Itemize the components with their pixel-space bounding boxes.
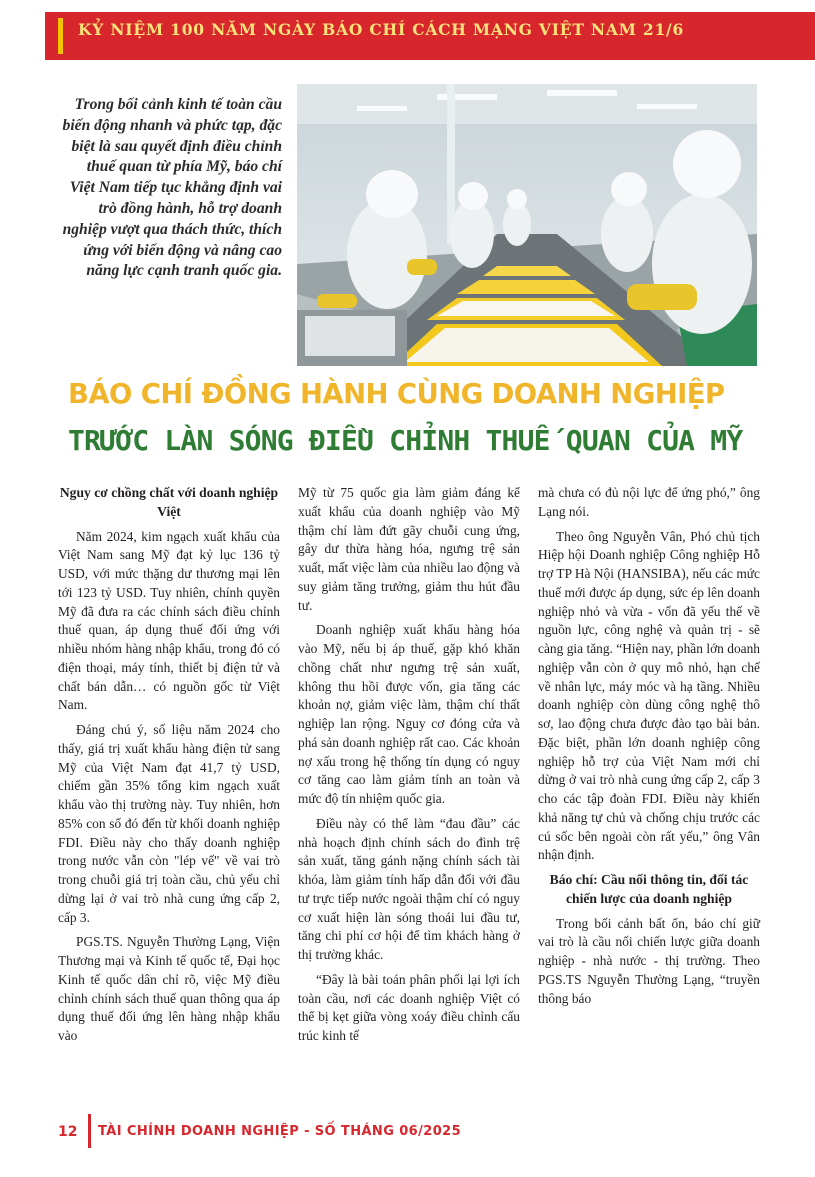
- section-subhead: Báo chí: Cầu nối thông tin, đối tác chiến lược của doanh nghiệp: [549, 872, 749, 906]
- paragraph: Mỹ từ 75 quốc gia làm giảm đáng kể xuất khẩu của doanh nghiệp vào Mỹ thậm chí làm đứt gãy chuỗi cung ứng, gây dư thừa hàng hóa, ngưng trệ sản xuất, mất việc làm của nhiều lao động và suy giảm tăng trưởng, giảm thu hút đầu tư.: [298, 485, 520, 613]
- paragraph: Doanh nghiệp xuất khẩu hàng hóa vào Mỹ, nếu bị áp thuế, gặp khó khăn chồng chất như ngưng trệ sản xuất, không thu hồi được vốn, gia tăng các khoản nợ, giảm việc làm, thậm chí thất nghiệp lan rộng. Nguy cơ đóng cửa và phá sản doanh nghiệp rất cao. Các khoản nợ xấu trong hệ thống tín dụng có nguy cơ tăng cao làm giảm tính an toàn và mức độ tín nhiệm quốc gia.: [298, 622, 520, 806]
- paragraph: Điều này có thể làm “đau đầu” các nhà hoạch định chính sách do đình trệ sản xuất, tăng gánh nặng chính sách tài khóa, làm giảm tính hấp dẫn đối với đầu tư trực tiếp nước ngoài thậm chí có nguy cơ xuất hiện làn sóng thoái lui đầu tư, tăng chi phí cơ hội để tìm khách hàng ở thị trường khác.: [298, 815, 520, 962]
- paragraph: Theo ông Nguyễn Vân, Phó chủ tịch Hiệp hội Doanh nghiệp Công nghiệp Hỗ trợ TP Hà Nội (HANSIBA), nếu các mức thuế mới được áp dụng, sức ép lên doanh nghiệp nhỏ và vừa - vốn đã yếu thế về nguồn lực, công nghệ và quản trị - sẽ càng gia tăng. “Hiện nay, phần lớn doanh nghiệp vẫn còn ở quy mô nhỏ, hạn chế về nhân lực, máy móc và hạ tầng. Nhiều doanh nghiệp còn dùng công nghệ thô sơ, lao động chưa được đào tạo bài bản. Đặc biệt, phần lớn doanh nghiệp công nghiệp hỗ trợ của Việt Nam mới chỉ dừng ở vai trò nhà cung ứng cấp 2, cấp 3 cho các tập đoàn FDI. Điều này khiến khả năng tự chủ và chống chịu trước các cú sốc bên ngoài còn rất yếu,” ông Vân nhận định.: [538, 528, 760, 863]
- headline-line-1: BÁO CHÍ ĐỒNG HÀNH CÙNG DOANH NGHIỆP: [68, 378, 725, 410]
- lead-paragraph: Trong bối cảnh kinh tế toàn cầu biến động nhanh và phức tạp, đặc biệt là sau quyết định điều chỉnh thuế quan từ phía Mỹ, báo chí Việt Nam tiếp tục khẳng định vai trò đồng hành, hỗ trợ doanh nghiệp vượt qua thách thức, thích ứng với biến động và nâng cao năng lực cạnh tranh quốc gia.: [62, 96, 282, 280]
- factory-photo: [297, 84, 757, 366]
- text-column-1: [58, 484, 280, 1052]
- paragraph: Năm 2024, kim ngạch xuất khẩu của Việt Nam sang Mỹ đạt kỷ lục 136 tỷ USD, với mức thặng dư thương mại lên tới 123 tỷ USD. Tuy nhiên, chính quyền Mỹ đã đưa ra các chính sách điều chỉnh thuế quan, áp dụng thuế đối ứng với nhiều nhóm hàng nhập khẩu, trong đó có điện thoại, máy tính, thiết bị điện tử và chất bán dẫn… có nguồn gốc từ Việt Nam.: [58, 528, 280, 713]
- headline-line-2: TRƯỚC LÀN SÓNG ĐIỀU CHỈNH THUẾ QUAN CỦA MỸ: [68, 424, 743, 457]
- banner-accent-bar: [58, 18, 63, 54]
- paragraph: Đáng chú ý, số liệu năm 2024 cho thấy, giá trị xuất khẩu hàng điện tử sang Mỹ của Việt Nam đạt 41,7 tỷ USD, chiếm gần 35% tổng kim ngạch xuất khẩu vào thị trường này. Tuy nhiên, hơn 85% con số đó đến từ khối doanh nghiệp FDI. Điều này cho thấy doanh nghiệp trong nước vẫn còn "lép vế" về vai trò trong chuỗi giá trị toàn cầu, chủ yếu chỉ dừng lại ở vai trò nhà cung ứng cấp 2, cấp 3.: [58, 722, 280, 925]
- page-number: 12: [58, 1124, 78, 1140]
- paragraph: mà chưa có đủ nội lực để ứng phó,” ông Lạng nói.: [538, 485, 760, 519]
- paragraph: Trong bối cảnh bất ổn, báo chí giữ vai trò là cầu nối chiến lược giữa doanh nghiệp - nhà nước - thị trường. Theo PGS.TS Nguyễn Thường Lạng, “truyền thông báo: [538, 915, 760, 1006]
- paragraph: PGS.TS. Nguyễn Thường Lạng, Viện Thương mại và Kinh tế quốc tế, Đại học Kinh tế quốc dân chỉ rõ, việc Mỹ điều chỉnh chính sách thuế quan thông qua áp dụng thuế đối ứng lên hàng nhập khẩu vào: [58, 934, 280, 1043]
- paragraph: “Đây là bài toán phân phối lại lợi ích toàn cầu, nơi các doanh nghiệp Việt có thể bị kẹt giữa vòng xoáy điều chỉnh cấu trúc kinh tế: [298, 971, 520, 1043]
- publication-name: TÀI CHÍNH DOANH NGHIỆP - SỐ THÁNG 06/2025: [98, 1124, 462, 1139]
- banner-title: KỶ NIỆM 100 NĂM NGÀY BÁO CHÍ CÁCH MẠNG VIỆT NAM 21/6: [78, 20, 685, 39]
- section-subhead: Nguy cơ chồng chất với doanh nghiệp Việt: [59, 485, 279, 519]
- text-column-2: [298, 484, 520, 1052]
- footer-divider: [88, 1114, 91, 1148]
- text-column-3: [538, 484, 760, 1014]
